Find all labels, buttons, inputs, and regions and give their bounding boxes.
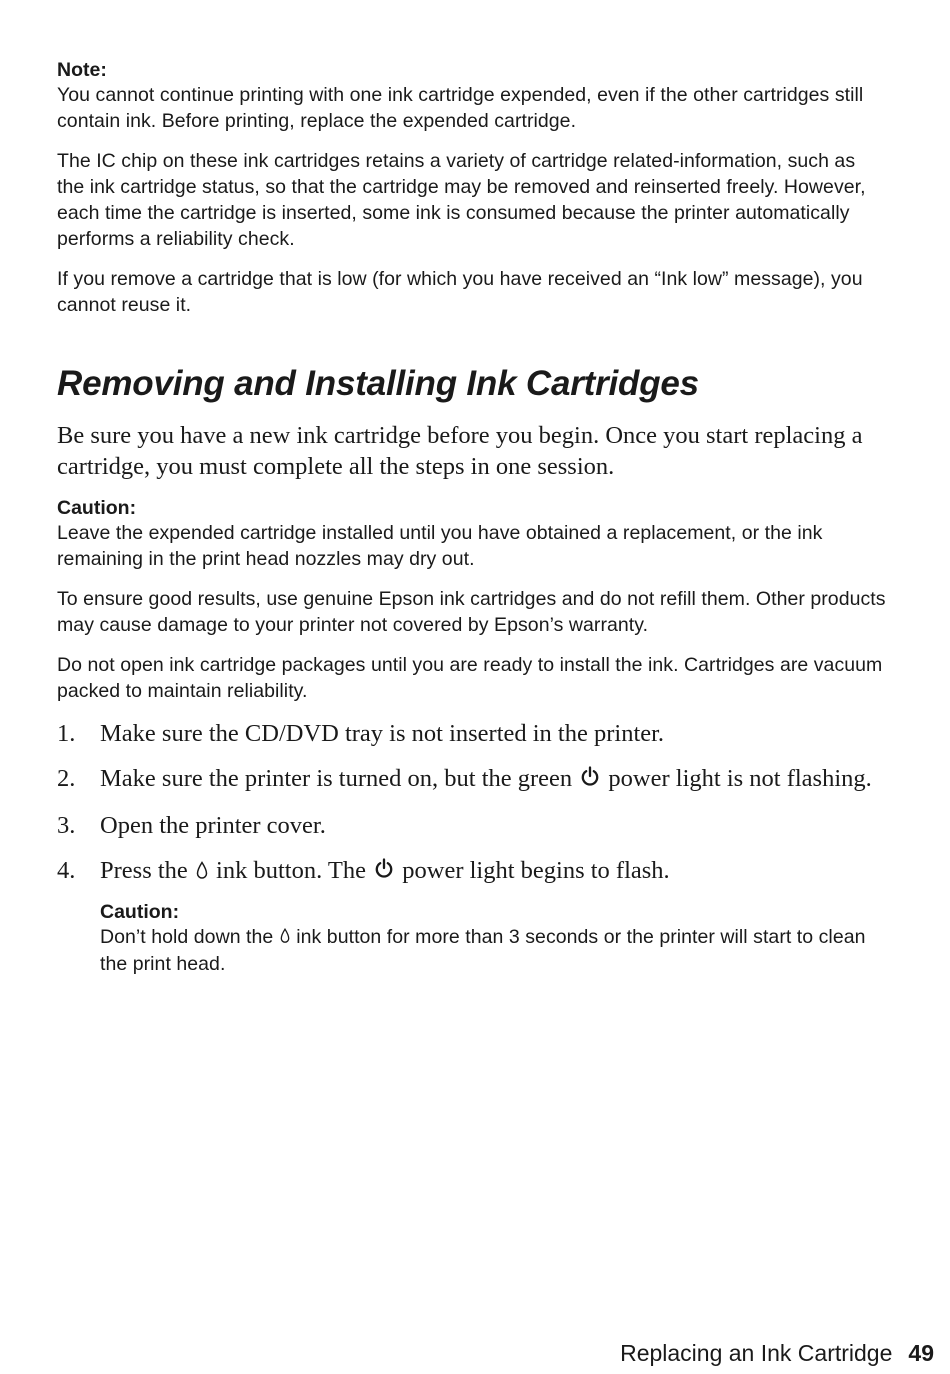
step-item <box>57 718 887 749</box>
caution-block <box>57 496 887 704</box>
step-item <box>57 763 887 796</box>
step-item <box>57 810 887 841</box>
section-intro: Be sure you have a new ink cartridge before you begin. Once you start replacing a cartridge, you must complete all the steps in one session. <box>57 422 863 480</box>
note-block <box>57 58 887 318</box>
power-icon <box>374 857 394 888</box>
steps-list <box>57 718 887 888</box>
step-item <box>57 855 887 888</box>
step-number: 1. <box>57 720 76 747</box>
step-number: 4. <box>57 857 76 884</box>
step-text: Make sure the CD/DVD tray is not inserted in the printer. <box>100 720 665 747</box>
caution-paragraph <box>100 924 887 977</box>
ink-drop-icon <box>196 857 208 888</box>
step-text: power light is not flashing. <box>608 765 872 792</box>
caution-text: ink button for more than 3 seconds or the printer will start to clean the print head. <box>100 926 866 975</box>
section-title: Removing and Installing Ink Cartridges <box>57 364 699 403</box>
page-number: 49 <box>908 1340 934 1366</box>
note-paragraph: If you remove a cartridge that is low (for which you have received an “Ink low” message), you cannot reuse it. <box>57 268 863 316</box>
caution-paragraph: To ensure good results, use genuine Epson ink cartridges and do not refill them. Other products may cause damage to your printer not covered by Epson’s warranty. <box>57 588 886 636</box>
step-text: Open the printer cover. <box>100 812 326 839</box>
step-text: ink button. The <box>216 857 366 884</box>
page-content <box>57 58 887 977</box>
note-paragraph: The IC chip on these ink cartridges retains a variety of cartridge related-information, such as the ink cartridge status, so that the cartridge may be removed and reinserted freely. However, each time the cartridge is inserted, some ink is consumed because the printer automatically performs a reliability check. <box>57 150 866 250</box>
step-text: Make sure the printer is turned on, but the green <box>100 765 573 792</box>
caution-paragraph: Do not open ink cartridge packages until you are ready to install the ink. Cartridges are vacuum packed to maintain reliability. <box>57 654 883 702</box>
caution-label: Caution: <box>100 901 180 923</box>
ink-drop-icon <box>280 925 290 951</box>
power-icon <box>580 765 600 796</box>
step-number: 2. <box>57 765 76 792</box>
note-paragraph: You cannot continue printing with one ink cartridge expended, even if the other cartridges still contain ink. Before printing, replace the expended cartridge. <box>57 84 864 132</box>
note-label: Note: <box>57 59 107 81</box>
step-caution-block <box>100 900 887 977</box>
page-footer <box>620 1338 934 1368</box>
step-number: 3. <box>57 812 76 839</box>
caution-text: Don’t hold down the <box>100 926 274 948</box>
caution-paragraph: Leave the expended cartridge installed until you have obtained a replacement, or the ink remaining in the print head nozzles may dry out. <box>57 522 823 570</box>
step-text: power light begins to flash. <box>402 857 670 884</box>
step-text: Press the <box>100 857 188 884</box>
caution-label: Caution: <box>57 497 137 519</box>
footer-title: Replacing an Ink Cartridge <box>620 1340 893 1366</box>
